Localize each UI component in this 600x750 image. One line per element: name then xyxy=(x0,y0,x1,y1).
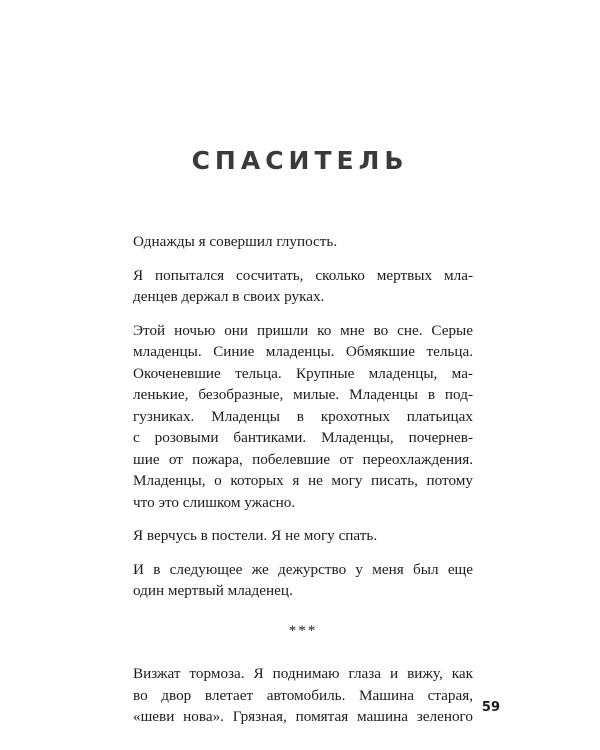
text-line: денцев держал в своих руках. xyxy=(133,288,325,305)
paragraphs-after-separator xyxy=(133,663,473,728)
paragraphs-before-separator xyxy=(133,231,473,602)
text-line: Однажды я совершил глупость. xyxy=(133,233,338,250)
paragraph xyxy=(133,559,473,602)
paragraph-gap xyxy=(133,513,473,525)
paragraph-gap xyxy=(133,308,473,320)
text-line: Младенцы, о которых я не могу писать, потому xyxy=(133,472,473,489)
text-line: во двор влетает автомобиль. Машина старая, xyxy=(133,686,473,704)
text-line: шие от пожара, побелевшие от переохлаждения. xyxy=(133,450,473,468)
text-line: ленькие, безобразные, милые. Младенцы в под- xyxy=(133,386,473,403)
text-line: гузниках. Младенцы в крохотных платьицах xyxy=(133,407,473,425)
section-separator: *** xyxy=(288,621,318,639)
text-line: И в следующее же дежурство у меня был еще xyxy=(133,560,473,578)
text-line: Я верчусь в постели. Я не могу спать. xyxy=(133,527,378,544)
text-line: Я попытался сосчитать, сколько мертвых мла- xyxy=(133,266,473,284)
body-text xyxy=(133,231,473,728)
page-number: 59 xyxy=(481,700,500,715)
text-line: что это слишком ужасно. xyxy=(133,493,296,511)
paragraph xyxy=(133,663,473,728)
text-line: с розовыми бантиками. Младенцы, почернев- xyxy=(133,429,473,446)
text-line: Этой ночью они пришли ко мне во сне. Серые xyxy=(133,321,473,339)
paragraph-gap xyxy=(133,253,473,265)
text-line: один мертвый младенец. xyxy=(133,582,293,599)
text-line: «шеви нова». Грязная, помятая машина зеленого xyxy=(133,708,473,725)
paragraph xyxy=(133,320,473,514)
paragraph xyxy=(133,525,473,547)
text-line: Окоченевшие тельца. Крупные младенцы, ма- xyxy=(133,364,473,382)
text-line: младенцы. Синие младенцы. Обмякшие тельца. xyxy=(133,343,473,360)
chapter-title: СПАСИТЕЛЬ xyxy=(191,146,409,175)
paragraph-gap xyxy=(133,547,473,559)
paragraph xyxy=(133,265,473,308)
text-line: Визжат тормоза. Я поднимаю глаза и вижу, как xyxy=(133,665,473,682)
paragraph xyxy=(133,231,473,253)
